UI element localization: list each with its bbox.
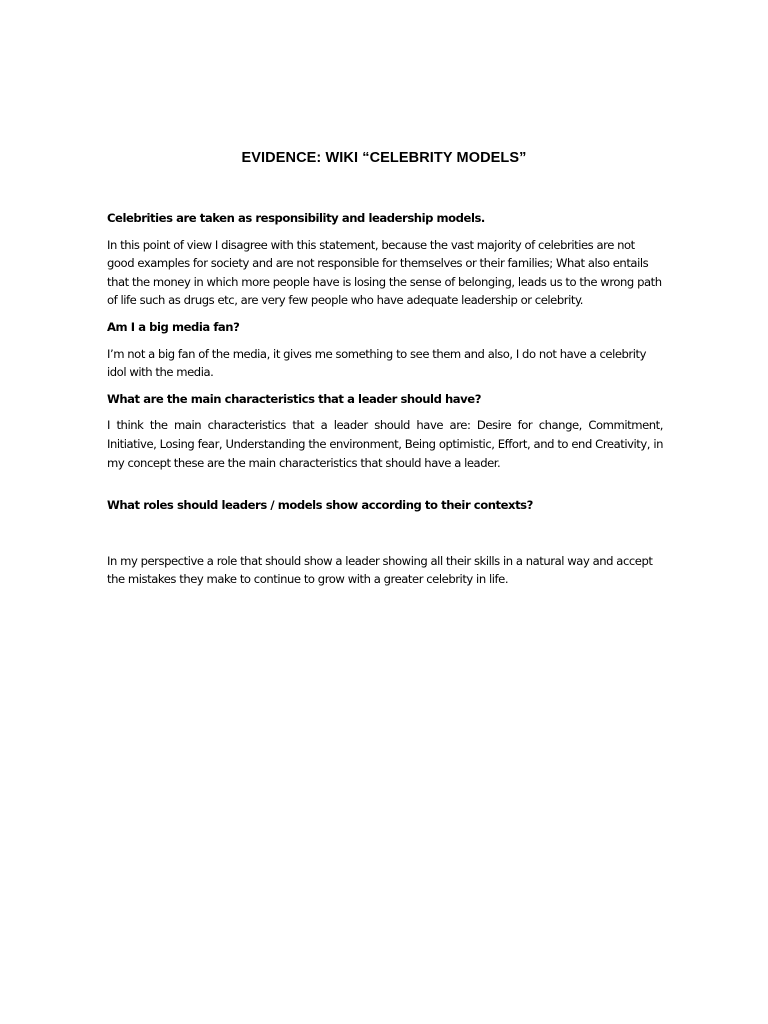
statement-heading: Celebrities are taken as responsibility and leadership models. — [107, 211, 485, 225]
answer-leader-characteristics: I think the main characteristics that a leader should have are: Desire for change, Commitment, Initiative, Losing fear, Understanding the environment, Being optimistic, Effort, and to end Creativity, in my concept these are the main characteristics that should have a leader. — [107, 418, 663, 470]
question-leader-characteristics: What are the main characteristics that a leader should have? — [107, 391, 481, 406]
document-body — [107, 209, 663, 589]
statement-answer: In this point of view I disagree with this statement, because the vast majority of celebrities are not good examples for society and are not responsible for themselves or their families; What also entails that the money in which more people have is losing the sense of belonging, leads us to the wrong path of life such as drugs etc, are very few people who have adequate leadership or celebrity. — [107, 237, 662, 308]
document-title: EVIDENCE: WIKI “CELEBRITY MODELS” — [241, 150, 527, 166]
answer-media-fan: I’m not a big fan of the media, it gives me something to see them and also, I do not have a celebrity idol with the media. — [107, 346, 647, 380]
question-leader-roles: What roles should leaders / models show according to their contexts? — [107, 498, 533, 513]
answer-leader-roles: In my perspective a role that should show a leader showing all their skills in a natural way and accept the mistakes they make to continue to grow with a greater celebrity in life. — [107, 553, 653, 587]
question-media-fan: Am I a big media fan? — [107, 319, 240, 334]
